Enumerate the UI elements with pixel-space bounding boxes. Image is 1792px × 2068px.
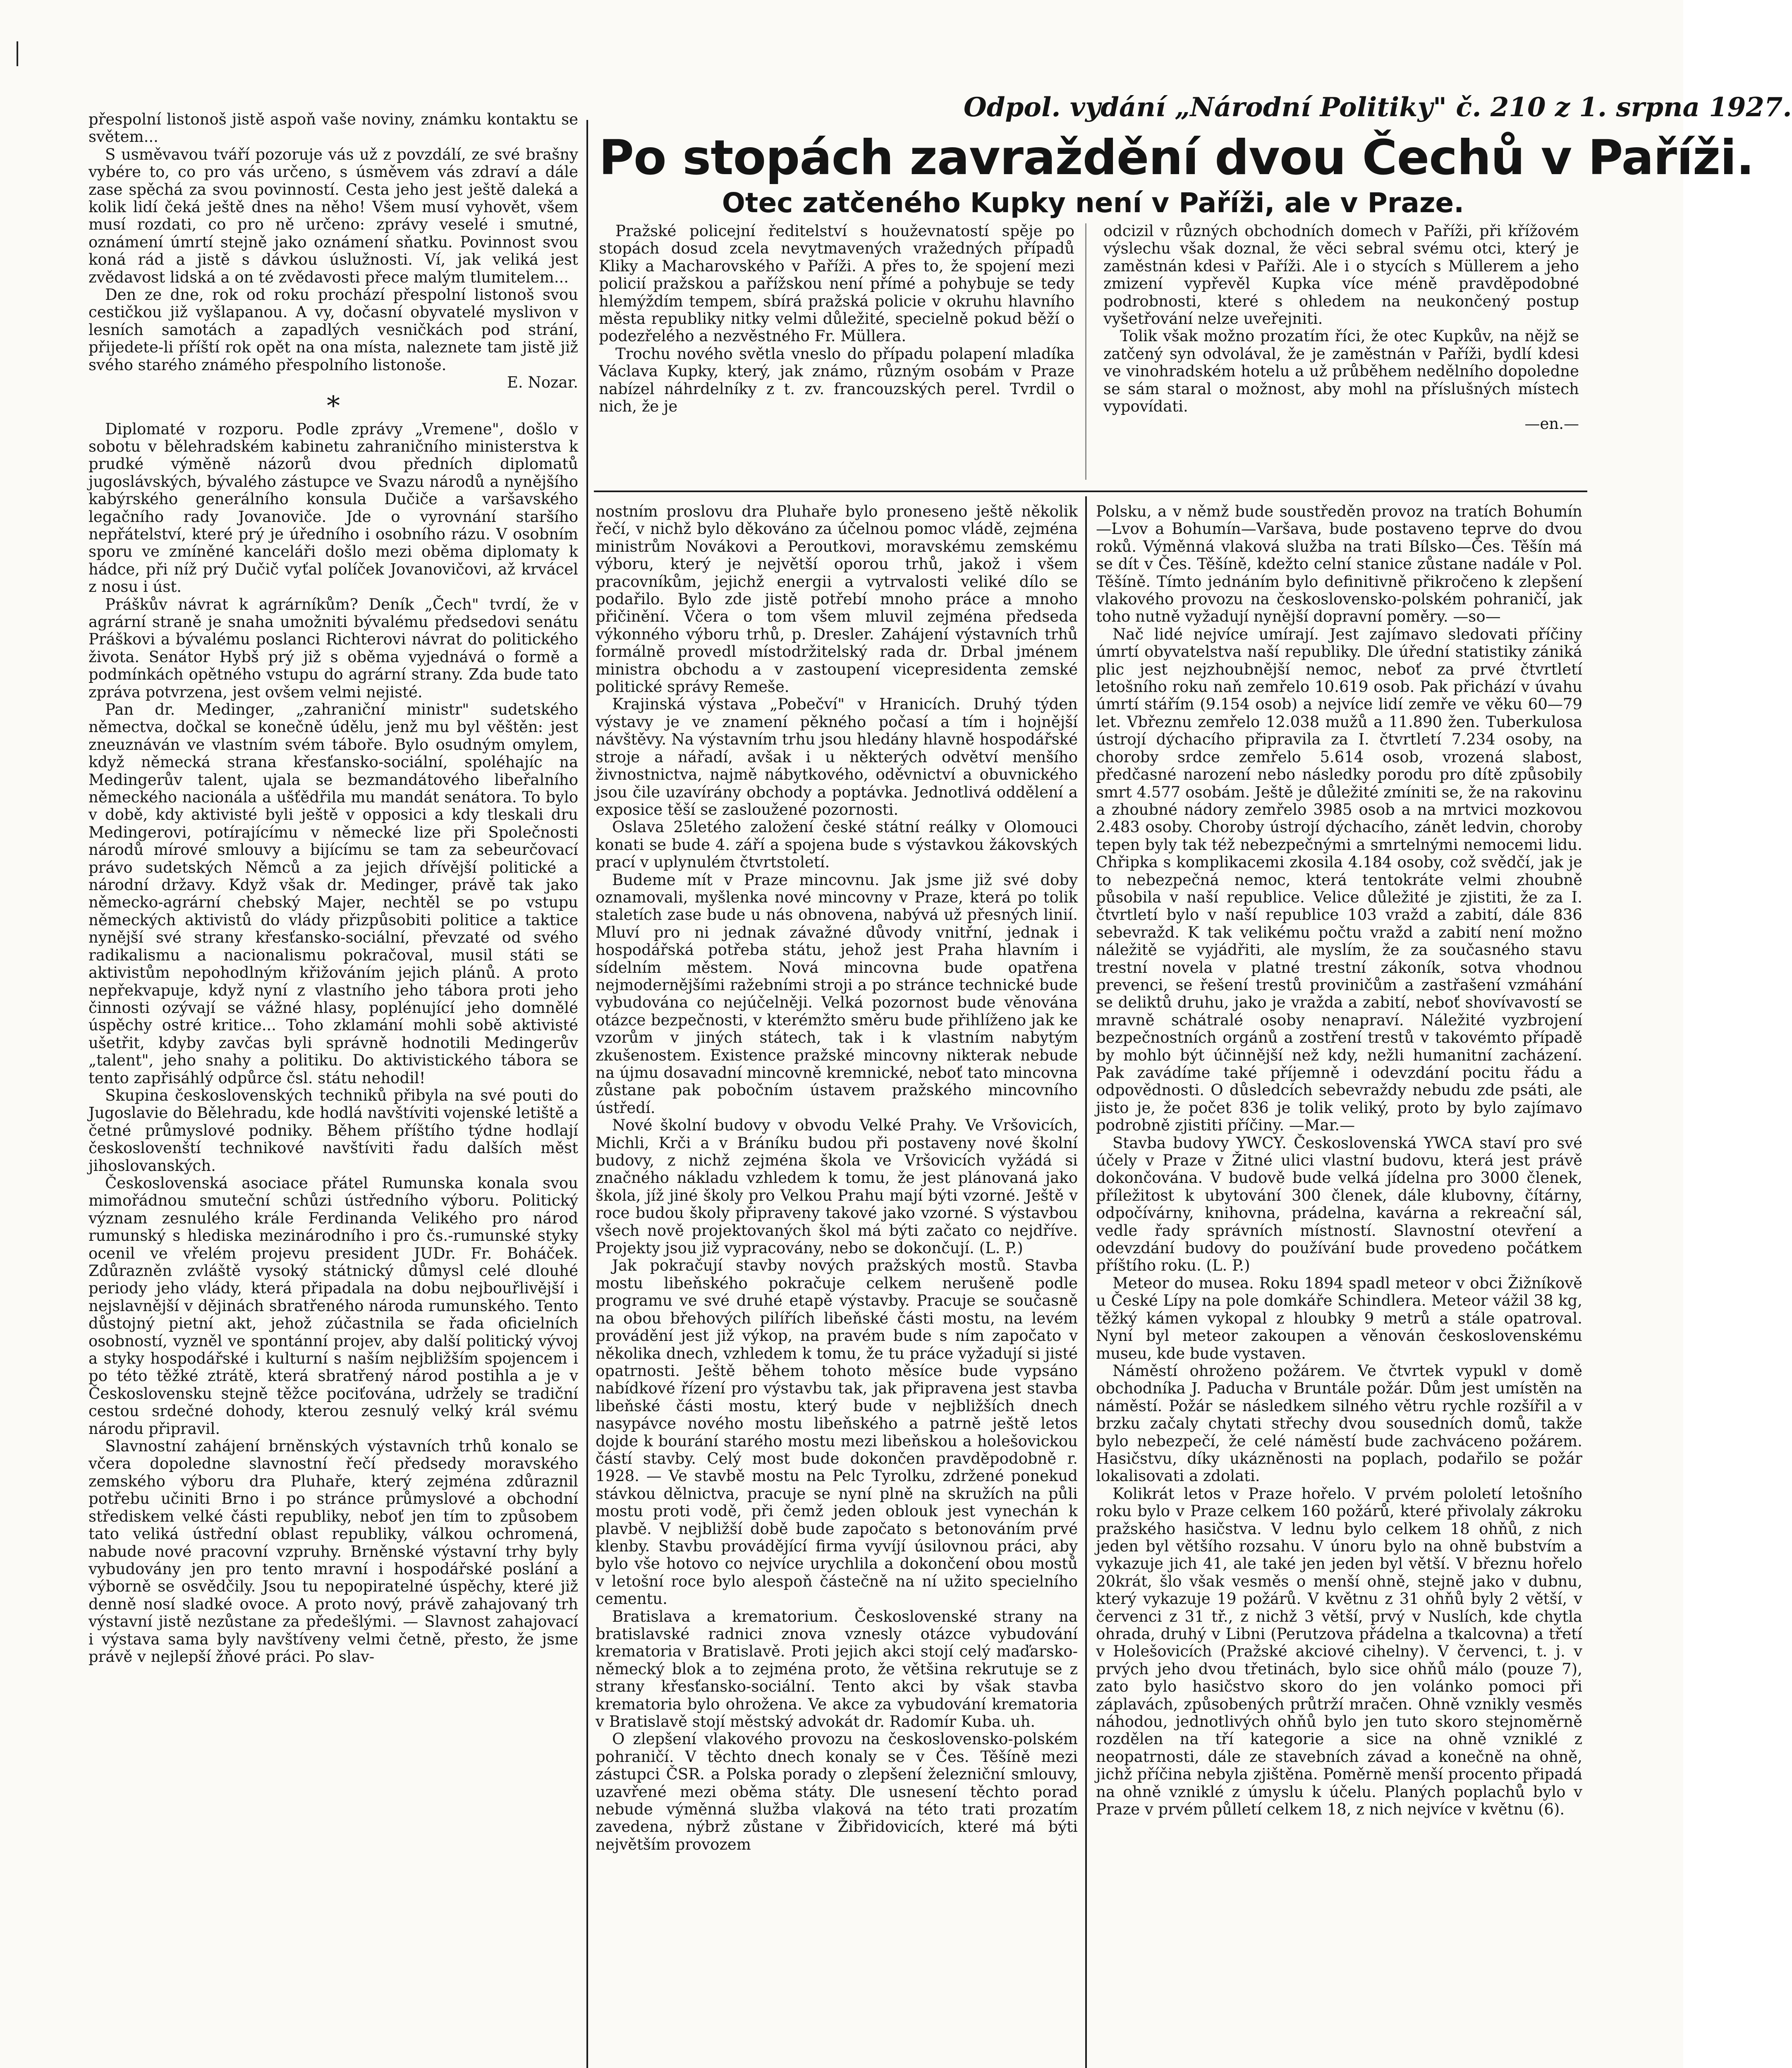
news-item: Práškův návrat k agrárníkům? Deník „Čech" tvrdí, že v agrární straně je snaha umožniti bývalému předsedovi senátu Práškovi a bývalému poslanci Richterovi návrat do politického života. Senátor Hybš prý již s oběma vyjednává o formě a podmínkách opětného vstupu do agrární strany. Zda bude tato zpráva potvrzena, jest ovšem velmi nejisté. [89, 595, 578, 701]
news-item: Krajinská výstava „Pobečví" v Hranicích. Druhý týden výstavy je ve znamení pěkného počasí a tím i hojnější návštěvy. Na výstavním trhu jsou hledány hlavně hospodářské stroje a nářadí, avšak i u některých odvětví menšího živnostnictva, najmě nábytkového, oděvnictví a obuvnického jsou čile uzavírány obchody a poptávka. Jednotlivá oddělení a exposice těší se zasloužené pozornosti. [596, 695, 1078, 819]
column-2 [596, 503, 1078, 2068]
column-rule-top [1085, 223, 1086, 480]
news-item: Meteor do musea. Roku 1894 spadl meteor v obci Žižníkově u České Lípy na pole domkáře Schindlera. Meteor vážil 38 kg, těžký kámen vykopal z hloubky 9 metrů a stále opatroval. Nyní byl meteor zakoupen a věnován československému museu, kde bude vystaven. [1096, 1274, 1582, 1362]
story-divider-rule [594, 491, 1587, 492]
news-item: Polsku, a v němž bude soustředěn provoz na tratích Bohumín—Lvov a Bohumín—Varšava, bude postaveno teprve do dvou roků. Výměnná vlaková služba na trati Bílsko—Čes. Těšín má se dít v Čes. Těšíně, kdežto celní stanice zůstane nadále v Pol. Těšíně. Tímto jednáním bylo definitivně přikročeno k zlepšení vlakového provozu na československo-polském pohraničí, jak toho nutně vyžadují nynější dopravní poměry. —so— [1096, 503, 1582, 626]
news-item: Kolikrát letos v Praze hořelo. V prvém pololetí letošního roku bylo v Praze celkem 160 požárů, které přivolaly zákroku pražského hasičstva. V lednu bylo celkem 18 ohňů, z nich jeden byl většího rozsahu. V únoru bylo na ohně bubstvím a vykazuje jich 41, ale také jen jeden byl větší. V březnu hořelo 20krát, šlo však vesměs o menší ohně, stejně jako v dubnu, který vykazuje 19 požárů. V květnu z 31 ohňů byly 2 větší, v červenci z 31 tř., z nichž 3 větší, prvý v Nuslích, kde chytla ohrada, druhý v Libni (Perutzova přádelna a tkalcovna) a třetí v Holešovicích (Pražské akciové cihelny). V červenci, t. j. v prvých jeho dvou třetinách, bylo sice ohňů málo (pouze 7), zato bylo hasičstvo skoro do jen volánko pomoci při záplavách, způsobených průtrží mračen. Ohně vznikly vesměs náhodou, jednotlivých ohňů bylo jen tuto skoro stejnoměrně rozdělen na tří kategorie a sice na ohně vzniklé z neopatrnosti, dále ze stavebních závad a konečně na ohně, jichž příčina nebyla zjištěna. Poměrně menší procento připadá na ohně vzniklé z úmyslu k účelu. Planých poplachů bylo v Praze v prvém půlletí celkem 18, z nich nejvíce v květnu (6). [1096, 1484, 1582, 1819]
news-item: Stavba budovy YWCY. Československá YWCA staví pro své účely v Praze v Žitné ulici vlastní budovu, která jest právě dokončována. V budově bude velká jídelna pro 3000 členek, příležitost k ubytování 300 členek, dále klubovny, čítárny, odpočívárny, knihovna, prádelna, kavárna a rekreační sál, vedle řady správních místností. Slavnostní otevření a odevzdání budovy do používání bude provedeno počátkem příštího roku. (L. P.) [1096, 1134, 1582, 1275]
news-item: Oslava 25letého založení české státní reálky v Olomouci konati se bude 4. září a spojena bude s výstavkou žákovských prací v uplynulém čtvrtstoletí. [596, 818, 1078, 871]
story-signature: —en.— [1524, 415, 1579, 433]
masthead: Odpol. vydání „Národní Politiky" č. 210 z 1. srpna 1927. [964, 92, 1792, 123]
news-item: Skupina československých techniků přibyla na své pouti do Jugoslavie do Bělehradu, kde hodlá navštíviti vojenské letiště a četné průmyslové podniky. Během příštího týdne hodlají českoslovenští technikové navštíviti řadu dalších měst jihoslovanských. [89, 1086, 578, 1175]
news-item: Bratislava a krematorium. Československé strany na bratislavské radnici znova vznesly otázce vybudování krematoria v Bratislavě. Proti jejich akci stojí celý maďarsko-německý blok a to zejména proto, že většina rekrutuje se z strany křesťansko-sociální. Tento akci by však stavba krematoria bylo ohrožena. Ve akce za vybudování krematoria v Bratislavě stojí městský advokát dr. Radomír Kuba. uh. [596, 1607, 1078, 1731]
news-item: Nové školní budovy v obvodu Velké Prahy. Ve Vršovicích, Michli, Krči a v Bráníku budou při postaveny nové školní budovy, z nichž zejména škola ve Vršovicích vyžádá si značného nákladu vzhledem k tomu, že jest plánovaná jako škola, jíž jiné školy pro Velkou Prahu mají býti vzorné. Ještě v roce budou školy připraveny takové jako vzorné. S výstavbou všech nově projektovaných škol má býti začato co nejdříve. Projekty jsou již vypracovány, nebo se dokončují. (L. P.) [596, 1116, 1078, 1257]
column-rule-right [1085, 496, 1087, 2068]
column-rule-left [586, 120, 588, 2068]
subhead: Otec zatčeného Kupky není v Paříži, ale v Praze. [722, 187, 1464, 219]
news-item: Diplomaté v rozporu. Podle zprávy „Vremene", došlo v sobotu v bělehradském kabinetu zahraničního ministerstva k prudké výměně názorů dvou předních diplomatů jugoslávských, bývalého zástupce ve Svazu národů a nynějšího kabýrského generálního konsula Dučiče a varšavského legačního rady Jovanoviče. Jde o vyrovnání staršího nepřátelství, které prý je úředního i osobního rázu. V osobním sporu ve zmíněné kanceláři došlo mezi oběma diplomaty k hádce, při níž prý Dučič vyťal políček Jovanovičovi, až krvácel z nosu i úst. [89, 420, 578, 596]
news-item: Náměstí ohroženo požárem. Ve čtvrtek vypukl v domě obchodníka J. Paducha v Bruntále požár. Dům jest umístěn na náměstí. Požár se následkem silného větru rychle rozšířil a v brzku začaly chytati střechy dvou sousedních domů, takže bylo nebezpečí, že celé náměstí bude zachváceno požárem. Hasičstvu, díky ukázněnosti na poplach, podařilo se požár lokalisovati a zdolati. [1096, 1362, 1582, 1485]
article-paragraph: S usměvavou tváří pozoruje vás už z povzdálí, ze své brašny vybére to, co pro vás určeno, s úsměvem vás zdraví a dále zase spěchá za svou povinností. Cesta jeho jest ještě daleká a kolik lidí čeká ještě dnes na něho! Všem musí vyhovět, všem musí rozdati, co pro ně určeno: zprávy veselé i smutné, oznámení úmrtí stejně jako oznámení sňatku. Povinnost svou koná rád a jistě s dávkou úslužnosti. Ví, jak veliká jest zvědavost lidská a on té zvědavosti přece malým tlumitelem... [89, 145, 578, 286]
news-item: nostním proslovu dra Pluhaře bylo proneseno ještě několik řečí, v nichž bylo děkováno za účelnou pomoc vládě, zejména ministrům Novákovi a Peroutkovi, moravskému zemskému výboru, který je největší oporou trhů, jakož i všem pracovníkům, jejichž energii a vytrvalosti veliké dílo se podařilo. Bylo zde jistě potřebí mnoho práce a mnoho přičinění. Včera o tom všem mluvil zejména předseda výkonného výboru trhů, p. Dresler. Zahájení výstavních trhů formálně provedl místodržitelský rada dr. Drbal jménem ministra obchodu a v zastoupení vicepresidenta zemské politické správy Remeše. [596, 503, 1078, 696]
story-paragraph: odcizil v různých obchodních domech v Paříži, při křížovém výslechu však doznal, že věci sebral svému otci, který je zaměstnán kdesi v Paříži. Ale i o stycích s Müllerem a jeho zmizení vypřevěl Kupka více méně pravděpodobné podrobnosti, které s ohledem na neukončený postup vyšetřování nelze uveřejniti. [1103, 222, 1579, 328]
news-item: Československá asociace přátel Rumunska konala svou mimořádnou smuteční schůzi ústředního výboru. Politický význam zesnulého krále Ferdinanda Velikého pro národ rumunský s hlediska mezinárodního i pro čs.-rumunské styky ocenil ve vřelém projevu president JUDr. Fr. Boháček. Zdůrazněn zvláště vysoký státnický důmysl celé dlouhé periody jeho vlády, která připadala na dobu nejbouřlivější i nejslavnější v dějinách sbratřeného národa rumunského. Tento důstojný pietní akt, jehož zúčastnila se řada oficielních osobností, vyzněl ve spontánní projev, aby další politický vývoj a styky hospodářské i kulturní s naším nejbližším spojencem i po této těžké ztrátě, která sbratřený národ postihla a je v Československu stejně těžce pociťována, udržely se tradiční cestou srdečné dohody, kterou zesnulý velký král svému národu připravil. [89, 1174, 578, 1438]
column-1 [89, 111, 578, 2068]
headline: Po stopách zavraždění dvou Čechů v Paříži. [599, 130, 1754, 186]
news-item: Budeme mít v Praze mincovnu. Jak jsme již své doby oznamovali, myšlenka nové mincovny v Praze, která po tolik staletích zase bude u nás obnovena, nabývá už přesných linií. Mluví pro ni jednak závažné důvody vnitřní, jednak i hospodářská potřeba státu, jehož jest Praha hlavním i sídelním městem. Nová mincovna bude opatřena nejmodernějšími ražebními stroji a po stránce technické bude vybudována co nejúčelněji. Velká pozornost bude věnována otázce bezpečnosti, v kterémžto směru bude přihlíženo jak ke vzorům v jiných státech, tak i k vlastním nabytým zkušenostem. Existence pražské mincovny nikterak nebude na újmu dosavadní mincovně kremnické, neboť tato mincovna zůstane pak pobočním ústavem pražského mincovního ústředí. [596, 871, 1078, 1117]
story-paragraph: Pražské policejní ředitelství s houževnatostí spěje po stopách dosud zcela nevytmavených vražedných případů Kliky a Macharovského v Paříži. A přes to, že spojení mezi policií pražskou a pařížskou není přímé a pohybuje se tedy hlemýždím tempem, sbírá pražská policie v okruhu hlavního města republiky nitky velmi důležité, specielně pokud běží o podezřelého a nezvěstného Fr. Müllera. [599, 222, 1074, 345]
news-item: Jak pokračují stavby nových pražských mostů. Stavba mostu libeňského pokračuje celkem nerušeně podle programu ve své druhé etapě výstavby. Pracuje se současně na obou břehových pilířích libeňské části mostu, na levém provádění jest již výkop, na pravém bude s ním započato v několika dnech, vzhledem k tomu, že tu práce vyžadují si jisté opatrnosti. Ještě během tohoto měsíce bude vypsáno nabídkové řízení pro výstavbu tak, jak připravena jest stavba libeňské části mostu, který bude v nejbližších dnech nasypávce nového mostu libeňského a patrně ještě letos dojde k bourání starého mostu mezi libeňskou a holešovickou částí stavby. Celý most bude dokončen pravděpodobně r. 1928. — Ve stavbě mostu na Pelc Tyrolku, zdržené ponekud stávkou dělnictva, pracuje se nyní plně na skružích na půli mostu proti vodě, při čemž jeden oblouk jest vynechán k plavbě. V nejbližší době bude započato s betonováním prvé klenby. Stavbu provádějící firma vyvíjí úsilovnou práci, aby bylo vše hotovo co nejvíce urychlila a dokončení obou mostů v letošní roce bylo alespoň částečně na ní užito specielního cementu. [596, 1257, 1078, 1608]
scan-edge-mark [17, 41, 18, 66]
news-item: O zlepšení vlakového provozu na československo-polském pohraničí. V těchto dnech konaly se v Čes. Těšíně mezi zástupci ČSR. a Polska porady o zlepšení železniční smlouvy, uzavřené mezi oběma státy. Dle usnesení těchto porad nebude výměnná služba vlaková na této trati prozatím zavedena, nýbrž zůstane v Žibřidovicích, které má býti největším provozem [596, 1730, 1078, 1853]
news-item: Pan dr. Medinger, „zahraniční ministr" sudetského němectva, dočkal se konečně údělu, jenž mu byl věštěn: jest zneuznáván ve vlastním svém táboře. Bylo osudným omylem, když německá strana křesťansko-sociální, spoléhajíc na Medingerův talent, ujala se bezmandátového libeřalního německého nacionála a ušťědřila mu mandát senátora. To bylo v době, kdy aktivisté byli ještě v opposici a kdy tleskali dru Medingerovi, potírajícímu v německé lize při Společnosti národů mírové smlouvy a bijícímu se tam za sebeurčovací právo sudetských Němců a za jejich dřívější politické a národní državy. Když však dr. Medinger, právě tak jako německo-agrární chebský Majer, nechtěl se po vstupu německých aktivistů do vlády přizpůsobiti politice a taktice nynější své strany křesťansko-sociální, převzaté od svého radikalismu a nacionalismu pokračoval, musil státi se aktivistům nepohodlným křižováním jejich plánů. A proto nepřekvapuje, když nyní z vlastního jeho tábora proti jeho činnosti ozývají se vážné hlasy, poplénující jeho domnělé úspěchy ostré kritice... Toho zklamání mohli sobě aktivisté ušetřit, kdyby zavčas byli správně hodnotili Medingerův „talent", jeho snahy a politiku. Do aktivistického tábora se tento zapřisáhlý odpůrce čsl. státu nehodil! [89, 701, 578, 1087]
story-paragraph: Tolik však možno prozatím říci, že otec Kupkův, na nějž se zatčený syn odvolával, že je zaměstnán v Paříži, bydlí kdesi ve vinohradském hotelu a už průběhem nedělního dopoledne se sám staral o možnost, aby mohl na příslušných místech vypovídati. [1103, 327, 1579, 416]
article-signature: E. Nozar. [507, 373, 578, 392]
story-col-right [1103, 223, 1579, 487]
story-col-left [599, 223, 1074, 487]
section-asterisk: * [327, 390, 340, 421]
column-3 [1096, 503, 1582, 2068]
news-item: Nač lidé nejvíce umírají. Jest zajímavo sledovati příčiny úmrtí obyvatelstva naší republiky. Dle úřední statistiky zániká plic jest nejzhoubnější nemoc, neboť za prvé čtvrtletí letošního roku naň zemřelo 10.619 osob. Pak přichází v úvahu úmrtí stářím (9.154 osob) a nejvíce lidí zemře ve věku 60—79 let. Vbřeznu zemřelo 12.038 mužů a 11.890 žen. Tuberkulosa ústrojí dýchacího připravila za I. čtvrtletí 7.234 osoby, na choroby srdce zemřelo 5.614 osob, vrozená slabost, předčasné narození nebo následky porodu pro dítě způsobily smrt 4.577 osobám. Ještě je důležité zmíniti se, že na rakovinu a zhoubné nádory zemřelo 3985 osob a na mrtvici mozkovou 2.483 osoby. Choroby ústrojí dýchacího, zánět ledvin, choroby tepen byly tak též nebezpečnými a smrtelnými nemocemi lidu. Chřipka s komplikacemi zkosila 4.184 osoby, což svědčí, jak je to nebezpečná nemoc, která tentokráte velmi zhoubně působila v naší republice. Velice důležité je zjistiti, že za I. čtvrtletí bylo v naší republice 103 vražd a zabití, dále 836 sebevražd. K tak velikému počtu vražd a zabití není možno náležitě se vyjádřiti, ale myslím, že za současného stavu trestní novela v platné trestní zákoník, sotva vhodnou prevenci, se řešení trestů proviničům a zastřašení vzmáhání se deliktů druhu, jako je vražda a zabití, neboť shovívavostí se mravně schátralé osoby nenapraví. Náležité vyzbrojení bezpečnostních orgánů a zostření trestů v takovémto případě by mohlo být účinnější než kdy, nežli humanitní zacházení. Pak zavádíme také příjemně i odevzdání pocitu řádu a odpovědnosti. O důsledcích sebevraždy nebudu zde psáti, ale jisto je, že počet 836 je tolik veliký, proto by bylo zajímavo podrobně zjistiti příčiny. —Mar.— [1096, 625, 1582, 1135]
article-paragraph: přespolní listonoš jistě aspoň vaše noviny, známku kontaktu se světem... [89, 110, 578, 146]
news-item: Slavnostní zahájení brněnských výstavních trhů konalo se včera dopoledne slavnostní řečí předsedy moravského zemského výboru dra Pluhaře, který zejména zdůraznil potřebu učiniti Brno i po stránce průmyslové a obchodní střediskem velké části republiky, neboť jen tím to způsobem tato veliká ústřední oblast republiky, válkou ochromená, nabude nové pracovní vzpruhy. Brněnské výstavní trhy byly vybudovány jen pro tento mravní i hospodářské poslání a výborně se osvědčily. Jsou tu nepopiratelné úspěchy, které již denně nosí sladké ovoce. A proto nový, právě zahajovaný trh výstavní jistě nezůstane za předešlými. — Slavnost zahajovací i výstava sama byly navštíveny velmi četně, přesto, že jsme právě v nejlepší žňové práci. Po slav- [89, 1437, 578, 1666]
story-paragraph: Trochu nového světla vneslo do případu polapení mladíka Václava Kupky, který, jak známo, různým osobám v Praze nabízel náhrdelníky z t. zv. francouzských perel. Tvrdil o nich, že je [599, 345, 1074, 416]
article-paragraph: Den ze dne, rok od roku prochází přespolní listonoš svou cestičkou již vyšlapanou. A vy, dočasní obyvatelé myslivon v lesních samotách a zapadlých vesničkách pod strání, přijedete-li příští rok opět na ona místa, naleznete tam jistě již svého starého známého přespolního listonoše. [89, 286, 578, 374]
